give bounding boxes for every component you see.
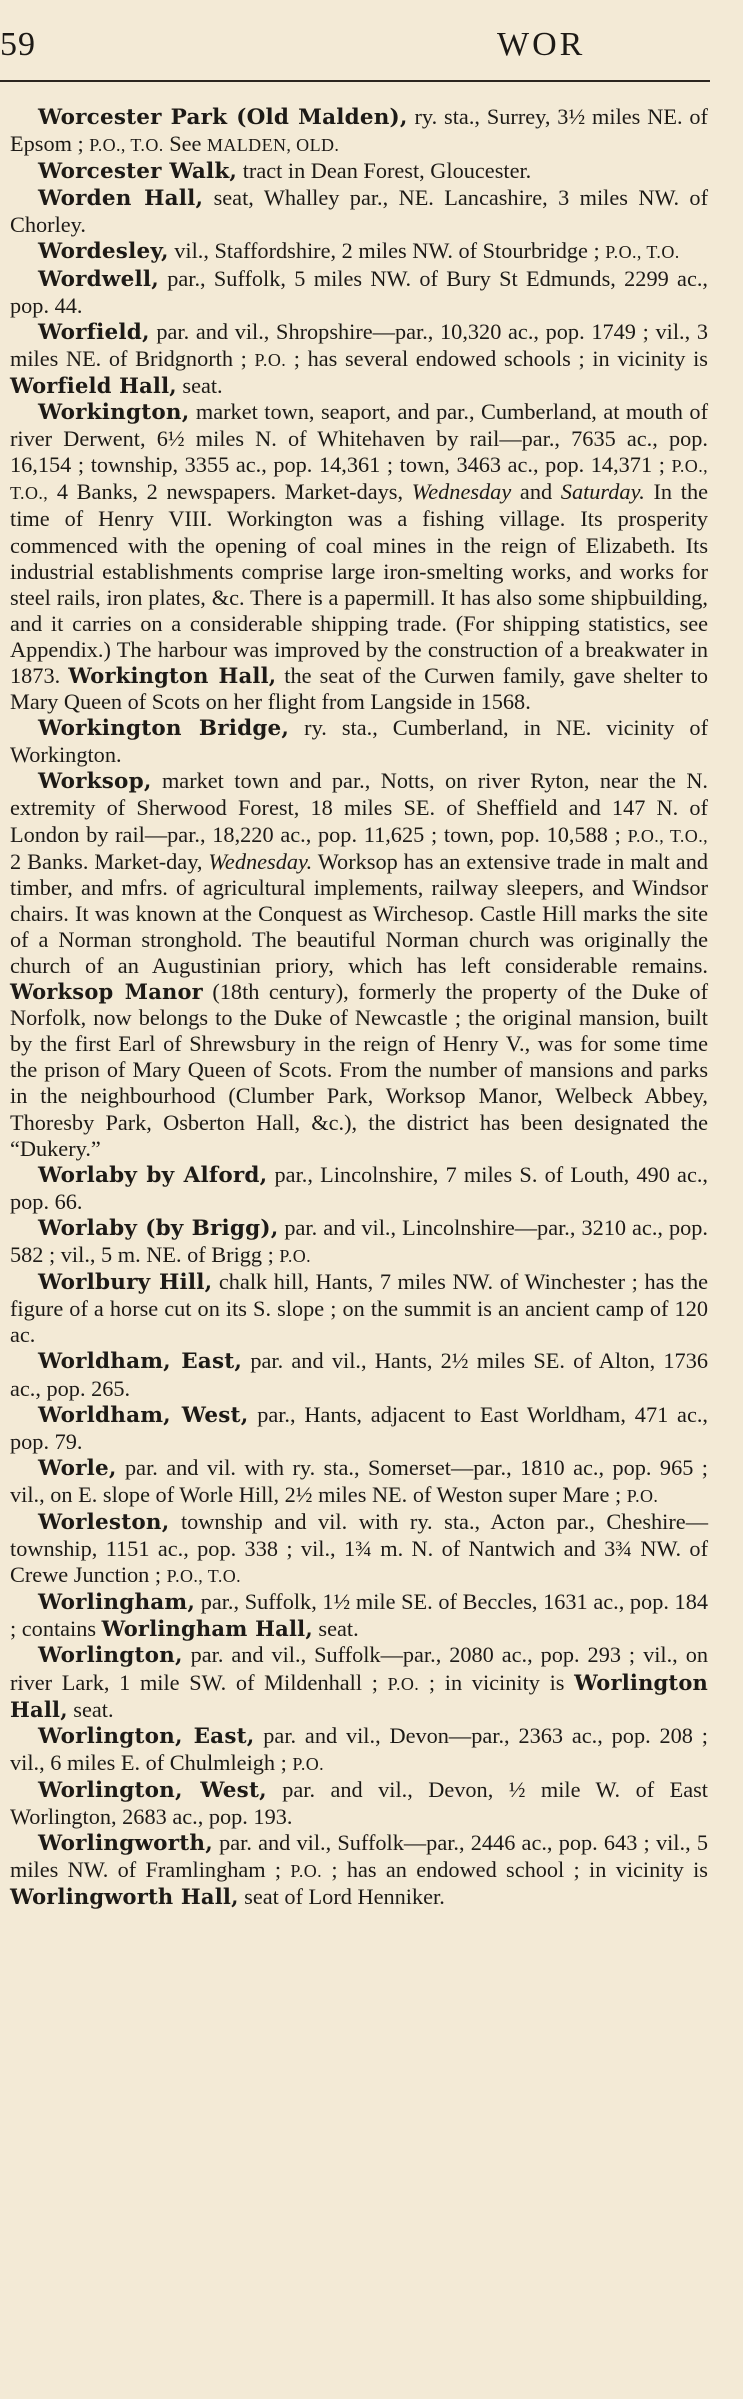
entry-text: vil., Staffordshire, 2 miles NW. of Stourbridge ; (168, 238, 606, 264)
entry-text: seat, Whalley par., NE. Lancashire, 3 miles NW. of Chorley. (10, 185, 709, 238)
entry-text: chalk hill, Hants, 7 miles NW. of Winchester ; has the figure of a horse cut on its S. slope ; on the summit is an ancient camp of 120 ac. (10, 1269, 708, 1348)
entry-reference: Worfield Hall, (10, 372, 177, 398)
gazetteer-entry (10, 185, 708, 238)
entry-text: (18th century), formerly the property of the Duke of Norfolk, now belongs to the Duke of Newcastle ; the original mansion, built by the first Earl of Shrewsbury in the reign of Henry V., was for some time the prison of Mary Queen of Scots. From the number of mansions and parks in the neighbourhood (Clumber Park, Worksop Manor, Welbeck Abbey, Thoresby Park, Osberton Hall, &c.), the district has been designated the “Dukery.” (10, 979, 709, 1161)
entry-headword: Worfield, (38, 319, 150, 345)
entry-text: ry. sta., Surrey, 3½ miles NE. of Epsom ; (10, 104, 708, 157)
gazetteer-entry (10, 1402, 708, 1455)
entry-text: market town, seaport, and par., Cumberland, at mouth of river Derwent, 6½ miles N. of Whitehaven by rail—par., 7635 ac., pop. 16,154 ; township, 3355 ac., pop. 14,361 ; town, 3463 ac., pop. 14,371 ; (10, 399, 708, 478)
entry-text: ry. sta., Cumberland, in NE. vicinity of Workington. (10, 715, 708, 768)
entry-headword: Worlingham, (38, 1590, 196, 1616)
gazetteer-entry (10, 1455, 708, 1509)
entry-text: township and vil. with ry. sta., Acton par., Cheshire—township, 1151 ac., pop. 338 ; vil., 1¾ m. N. of Nantwich and 3¾ NW. of Crewe Junction ; (10, 1508, 708, 1588)
entry-abbreviation: MALDEN, OLD. (206, 135, 340, 156)
gazetteer-entry (10, 1348, 708, 1401)
entry-headword: Worlington, West, (38, 1777, 267, 1803)
entry-text: seat. (67, 1696, 114, 1722)
gazetteer-entry (10, 1589, 708, 1642)
entry-text: par. and vil., Devon—par., 2363 ac., pop. 208 ; vil., 6 miles E. of Chulmleigh ; (10, 1722, 708, 1775)
gazetteer-entry (10, 158, 708, 185)
gazetteer-entry (10, 1162, 708, 1215)
entry-headword: Worksop, (38, 769, 152, 795)
entry-headword: Wordesley, (38, 239, 169, 265)
gazetteer-entry (10, 1642, 708, 1722)
entry-headword: Worldham, East, (38, 1349, 243, 1375)
entry-abbreviation: P.O., T.O. (89, 135, 164, 156)
entry-text: par., Suffolk, 1½ mile SE. of Beccles, 1631 ac., pop. 184 ; contains (10, 1589, 708, 1642)
entry-text: 2 Banks. Market-day, (10, 848, 209, 874)
entry-reference: Worksop Manor (10, 979, 203, 1005)
gazetteer-entry (10, 1509, 708, 1589)
entry-headword: Worlaby by Alford, (38, 1162, 268, 1188)
entry-text: In the time of Henry VIII. Workington was a fishing village. Its prosperity commenced with the opening of coal mines in the reign of Elizabeth. Its industrial establishments comprise large iron-smelting works, and works for steel rails, iron plates, &c. There is a papermill. It has also some shipbuilding, and it carries on a considerable shipping trade. (For shipping statistics, see Appendix.) The harbour was improved by the construction of a breakwater in 1873. (10, 479, 709, 688)
entry-abbreviation: P.O. (387, 1673, 420, 1694)
entry-text: par. and vil., Hants, 2½ miles SE. of Alton, 1736 ac., pop. 265. (10, 1348, 708, 1401)
entry-headword: Worleston, (38, 1509, 170, 1535)
entry-headword: Worlingworth, (38, 1831, 213, 1857)
gazetteer-entry (10, 399, 708, 715)
entry-reference: Worlington Hall, (10, 1669, 708, 1722)
entry-abbreviation: P.O. (626, 1485, 659, 1506)
header-rule (0, 80, 710, 82)
entry-headword: Worlington, (38, 1643, 183, 1669)
running-head: WOR (497, 26, 586, 63)
entry-text: par., Lincolnshire, 7 miles S. of Louth, 490 ac., pop. 66. (10, 1161, 708, 1214)
entry-reference: Worlingham Hall, (101, 1616, 313, 1642)
entry-text: par. and vil., Suffolk—par., 2080 ac., pop. 293 ; vil., on river Lark, 1 mile SW. of Mildenhall ; (10, 1642, 708, 1695)
entry-text: tract in Dean Forest, Gloucester. (237, 158, 532, 184)
entry-headword: Worden Hall, (38, 186, 204, 212)
entry-text: par. and vil., Shropshire—par., 10,320 ac., pop. 1749 ; vil., 3 miles NE. of Bridgnorth ; (10, 318, 708, 371)
entry-abbreviation: P.O., T.O., (627, 825, 709, 846)
gazetteer-entry (10, 768, 708, 1161)
entry-text: Worksop has an extensive trade in malt and timber, and mfrs. of agricultural implements, railway sleepers, and Windsor chairs. It was known at the Conquest as Wirchesop. Castle Hill marks the site of a Norman stronghold. The beautiful Norman church was originally the church of an Augustinian priory, which has left considerable remains. (10, 848, 708, 978)
entry-headword: Wordwell, (38, 266, 159, 292)
entry-abbreviation: P.O. (279, 1246, 312, 1267)
entry-abbreviation: P.O. (292, 1753, 325, 1774)
entry-headword: Worlington, East, (38, 1723, 255, 1749)
entry-reference: Workington Hall, (68, 662, 277, 688)
entry-abbreviation: P.O. (254, 349, 287, 370)
entry-text: ; has several endowed schools ; in vicinity is (286, 345, 708, 371)
page-number: 59 (0, 26, 36, 63)
entry-abbreviation: P.O., T.O. (605, 242, 680, 263)
entry-headword: Workington Bridge, (38, 716, 290, 742)
gazetteer-entry (10, 1830, 708, 1910)
page-header (0, 26, 743, 76)
entry-list (10, 104, 708, 1910)
entry-abbreviation: P.O. (290, 1861, 323, 1882)
entry-headword: Worcester Park (Old Malden), (38, 105, 408, 130)
entry-text: market town and par., Notts, on river Ryton, near the N. extremity of Sherwood Forest, 18 miles SE. of Sheffield and 147 N. of London by rail—par., 18,220 ac., pop. 11,625 ; town, pop. 10,588 ; (10, 768, 708, 847)
entry-text: par. and vil., Devon, ½ mile W. of East Worlington, 2683 ac., pop. 193. (10, 1776, 708, 1829)
gazetteer-entry (10, 266, 708, 319)
gazetteer-entry (10, 1777, 708, 1830)
entry-abbreviation: P.O., T.O., (10, 456, 708, 504)
entry-text: ; has an endowed school ; in vicinity is (322, 1857, 708, 1883)
entry-headword: Worcester Walk, (38, 159, 238, 185)
entry-headword: Worldham, West, (38, 1402, 249, 1428)
gazetteer-entry (10, 319, 708, 399)
entry-text: the seat of the Curwen family, gave shelter to Mary Queen of Scots on her flight from Langside in 1568. (10, 662, 708, 715)
gazetteer-entry (10, 715, 708, 768)
entry-headword: Workington, (38, 400, 190, 426)
gazetteer-entry (10, 1215, 708, 1269)
entry-text: 4 Banks, 2 newspapers. Market-days, (48, 479, 412, 505)
entry-text: seat. (176, 372, 223, 398)
gazetteer-entry (10, 1269, 708, 1348)
entry-text: par., Suffolk, 5 miles NW. of Bury St Edmunds, 2299 ac., pop. 44. (10, 265, 708, 318)
gazetteer-entry (10, 1723, 708, 1777)
entry-headword: Worlaby (by Brigg), (38, 1215, 279, 1241)
entry-text: par. and vil., Suffolk—par., 2446 ac., pop. 643 ; vil., 5 miles NW. of Framlingham ; (10, 1830, 708, 1883)
entry-abbreviation: P.O., T.O. (166, 1566, 242, 1587)
gazetteer-entry (10, 238, 708, 265)
gazetteer-entry (10, 104, 708, 158)
entry-italic: Wednesday. (208, 848, 313, 874)
entry-text: ; in vicinity is (419, 1669, 575, 1695)
entry-text: par. and vil. with ry. sta., Somerset—par., 1810 ac., pop. 965 ; vil., on E. slope of Worle Hill, 2½ miles NE. of Weston super Mare ; (10, 1454, 708, 1507)
entry-text: par. and vil., Lincolnshire—par., 3210 ac., pop. 582 ; vil., 5 m. NE. of Brigg ; (10, 1214, 708, 1268)
entry-text: See (163, 131, 207, 157)
entry-text: seat. (312, 1616, 359, 1642)
entry-italic: Wednesday (411, 479, 512, 505)
entry-italic: Saturday. (560, 479, 645, 505)
entry-text: and (511, 479, 561, 505)
entry-text: par., Hants, adjacent to East Worldham, 471 ac., pop. 79. (10, 1401, 708, 1454)
entry-text: seat of Lord Henniker. (238, 1884, 445, 1910)
entry-reference: Worlingworth Hall, (10, 1884, 239, 1910)
entry-headword: Worlbury Hill, (38, 1270, 213, 1296)
entry-headword: Worle, (38, 1455, 117, 1481)
